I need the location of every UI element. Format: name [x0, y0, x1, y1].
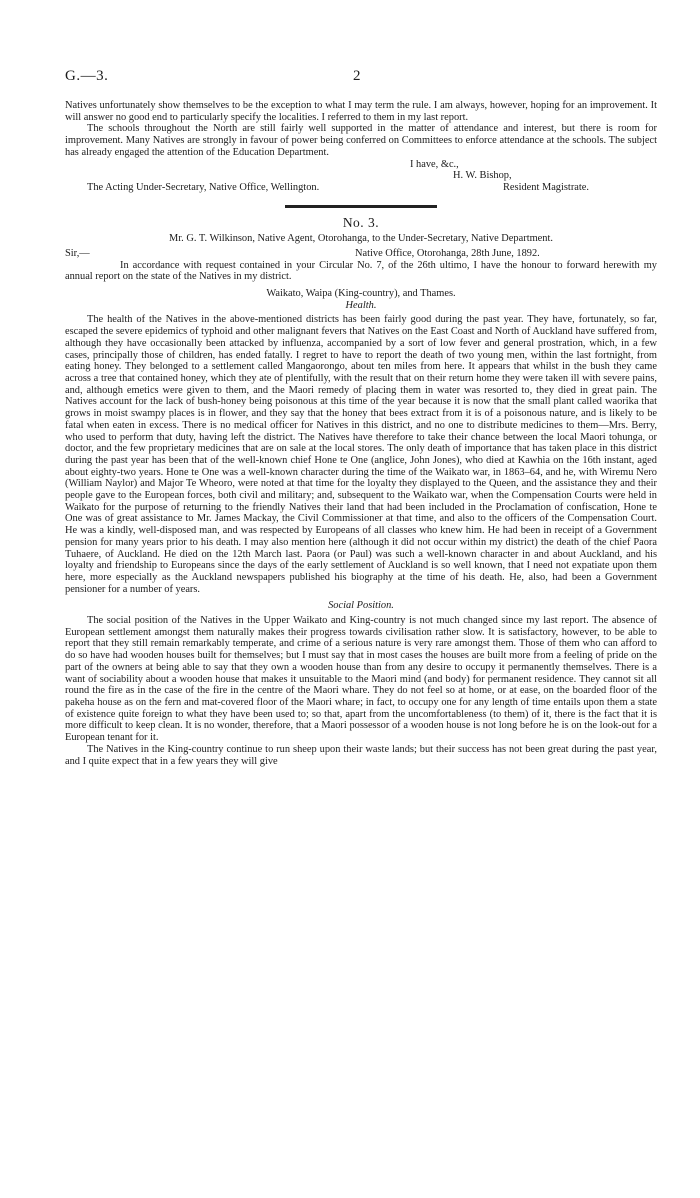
- district-heading: Waikato, Waipa (King-country), and Thames.: [266, 288, 456, 300]
- health-heading: Health.: [345, 299, 377, 311]
- schools-paragraph: The schools throughout the North are still fairly well supported in the matter of attendance and interest, but there is room for improvement. Many Natives are strongly in favour of power being conferred on Committees to enforce attendance at the schools. The subject has already engaged the attention of the Education Department.: [65, 123, 657, 158]
- document-reference: G.—3.: [65, 68, 109, 84]
- closing-line-3: [65, 182, 657, 194]
- page-header: [65, 68, 657, 88]
- salutation-line: [65, 248, 657, 260]
- letter-number: No. 3.: [342, 214, 380, 230]
- opening-paragraph: In accordance with request contained in your Circular No. 7, of the 26th ultimo, I have the honour to forward herewith my annual report on the state of the Natives in my district.: [65, 259, 657, 283]
- social-paragraph-1: The social position of the Natives in the Upper Waikato and King-country is not much changed since my last report. The absence of European settlement amongst them naturally makes their progress towards civilisation rather slow. It is satisfactory, however, to be able to report that they still remain remarkably temperate, and crime of a serious nature is very rare amongst them. Those of them who can afford to do so have had wooden houses built for themselves; but I must say that in most cases the houses are built more from a feeling of pride on the part of the owners at being able to say that they own a wooden house than from any desire to occupy it permanently themselves. There is a want of sociability about a wooden house that makes it unsuitable to the Maori mind (and body) for permanent residence. They cannot sit all round the fire as in the case of the fire in the centre of the Maori whare. They do not feel so at home, or at ease, on the boarded floor of the pakeha house as on the fern and mat-covered floor of the Maori whare; in fact, to occupy one for any length of time entails upon them a state of existence quite foreign to what they have been used to; so that, apart from the uncomfortableness (to them) of it, there is the fact that it is more difficult to keep clean. It is no wonder, therefore, that a Maori possessor of a wooden house is not long before he is on the look-out for a European tenant for it.: [65, 615, 657, 744]
- document-body: [65, 100, 657, 767]
- closing-line-2: [65, 170, 657, 182]
- closing-line-1: [65, 159, 657, 171]
- dateline: Native Office, Otorohanga, 28th June, 1892.: [355, 247, 540, 259]
- health-paragraph: The health of the Natives in the above-mentioned districts has been fairly good during the past year. They have, fortunately, so far, escaped the severe epidemics of typhoid and other malignant fevers that Natives on the East Coast and North of Auckland have suffered from, although they have occasionally been attacked by influenza, accompanied by a sort of low fever and general prostration, which, in a few cases, principally those of children, has ended fatally. I regret to have to report the death of two young men, within the last fortnight, from eating honey. They belonged to a settlement called Mangaorongo, about ten miles from here. It appears that whilst in the bush they came across a tree that contained honey, which they ate of plentifully, with the result that on their return home they were taken ill with severe pains, and, although emetics were given to them, and the Maori remedy of placing them in water was resorted to, they died in great pain. The Natives account for the lack of bush-honey being poisonous at this time of the year because it is now that the small plant called waorika that grows in moist swampy places is in flower, and they say that the honey that bees extract from it is of a poisonous nature, and is likely to be fatal when eaten in excess. There is no medical officer for Natives in this district, and no one to distribute medicines to them—Mrs. Berry, who used to perform that duty, having left the district. The Natives have therefore to take their chance between the local Maori tohunga, or doctor, and the few proprietary medicines that are on sale at the local stores. The only death of importance that has taken place in this district during the past year has been that of the well-known chief Hone te One (anglice, John Jones), who died at Kawhia on the 16th instant, aged about eighty-two years. Hone te One was a well-known character during the time of the Waikato war, in 1863–64, and he, with Wiremu Nero (William Naylor) and Major Te Wheoro, were noted at that time for the loyalty they displayed to the Queen, and the assistance they and their people gave to the European forces, both civil and military; and, subsequent to the Waikato war, when the Compensation Courts were held in Waikato for the purpose of returning to the friendly Natives their land that had been included in the Proclamation of confiscation, Hone te One was of great assistance to Mr. James Mackay, the Civil Commissioner at that time, and also to the officers of the Compensation Court. He was a kindly, well-disposed man, and was respected by Europeans of all classes who knew him. He had been in receipt of a Government pension for many years prior to his death. I may also mention here (although it did not occur within my district) the death of the chief Paora Tuhaere, of Auckland. He died on the 12th March last. Paora (or Paul) was such a well-known character in and about Auckland, and his loyalty and friendship to Europeans since the days of the early settlement of Auckland is so well known, that I need not expatiate upon them here, more especially as the Auckland newspapers published his biography at the time of his death. He, also, had been a Government pensioner for a number of years.: [65, 314, 657, 595]
- signatory-title: Resident Magistrate.: [503, 181, 589, 193]
- salutation: Sir,—: [65, 247, 90, 259]
- addressee: The Acting Under-Secretary, Native Office, Wellington.: [87, 181, 320, 193]
- letter-address: Mr. G. T. Wilkinson, Native Agent, Otorohanga, to the Under-Secretary, Native Department.: [169, 233, 553, 245]
- intro-continuation: Natives unfortunately show themselves to be the exception to what I may term the rule. I am always, however, hoping for an improvement. It will answer no good end to particularly specify the localities. I referred to them in my last report.: [65, 100, 657, 123]
- social-paragraph-2: The Natives in the King-country continue to run sheep upon their waste lands; but their success has not been great during the past year, and I quite expect that in a few years they will give: [65, 743, 657, 767]
- social-heading: Social Position.: [328, 600, 394, 612]
- signatory-name: H. W. Bishop,: [453, 170, 512, 182]
- closing-i-have: I have, &c.,: [410, 158, 459, 170]
- section-divider: [285, 205, 437, 208]
- page-number: 2: [353, 68, 361, 84]
